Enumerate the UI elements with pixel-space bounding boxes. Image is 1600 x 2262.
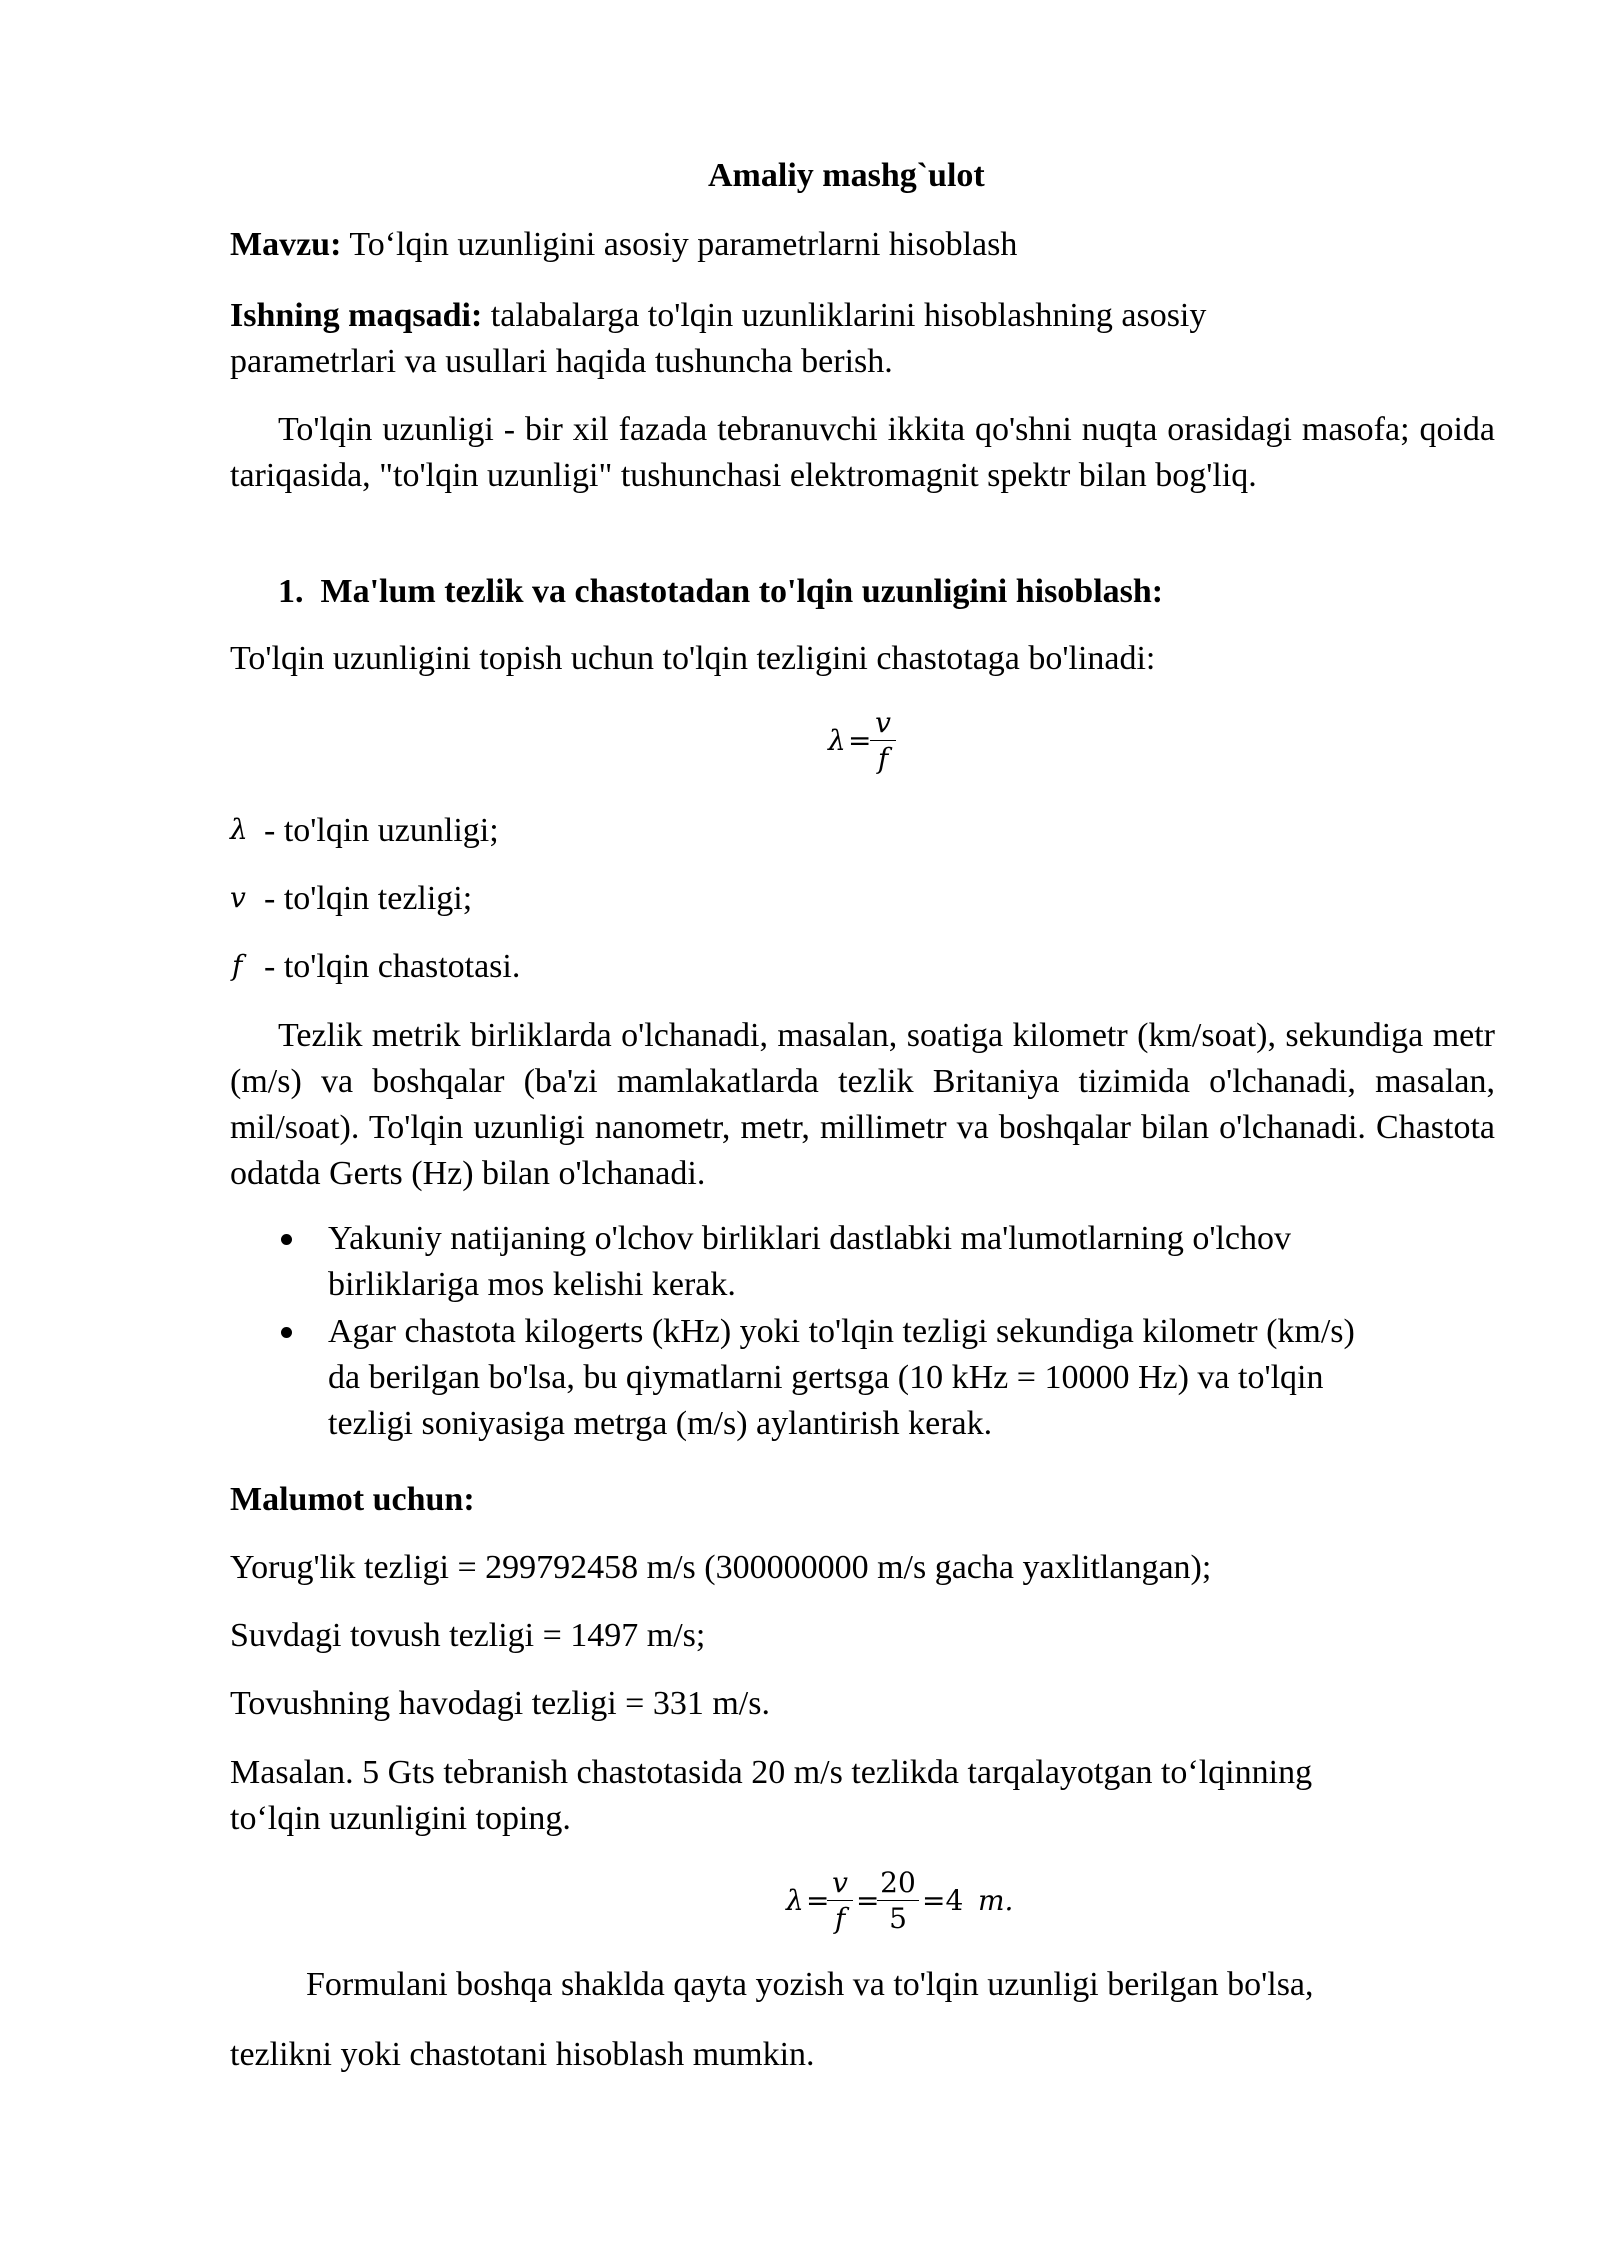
formula2-denominator-1: f — [834, 1902, 846, 1935]
bullet-icon — [281, 1327, 292, 1338]
formula1-numerator: v — [870, 706, 896, 741]
formula1-denominator: f — [877, 742, 889, 775]
closing-line-2: tezlikni yoki chastotani hisoblash mumkin. — [230, 2036, 815, 2073]
section-1-title: Ma'lum tezlik va chastotadan to'lqin uzunligini hisoblash: — [320, 573, 1164, 610]
formula2-equals: = — [806, 1884, 830, 1917]
formula2-fraction-1 — [827, 1866, 853, 1937]
units-paragraph: Tezlik metrik birliklarda o'lchanadi, masalan, soatiga kilometr (km/soat), sekundiga metr (m/s) va boshqalar (ba'zi mamlakatlarda tezlik Britaniya tizimida o'lchanadi, masalan, mil/soat). To'lqin uzunligi nanometr, metr, millimetr va boshqalar bilan o'lchanadi. Chastota odatda Gerts (Hz) bilan o'lchanadi. — [230, 1017, 1495, 1192]
formula1-lambda: λ — [828, 724, 846, 757]
reference-item: Tovushning havodagi tezligi = 331 m/s. — [230, 1685, 770, 1722]
goal-label: Ishning maqsadi: — [230, 297, 483, 334]
definition-text: - to'lqin chastotasi. — [264, 948, 521, 985]
closing-line-1: Formulani boshqa shaklda qayta yozish va to'lqin uzunligi berilgan bo'lsa, — [306, 1966, 1314, 2003]
topic-label: Mavzu: — [230, 226, 342, 263]
definition-symbol: f — [232, 949, 243, 982]
goal-text-1: talabalarga to'lqin uzunliklarini hisoblashning asosiy — [490, 297, 1207, 334]
bullet-2-line-3: tezligi soniyasiga metrga (m/s) aylantirish kerak. — [328, 1405, 993, 1442]
reference-heading: Malumot uchun: — [230, 1481, 475, 1518]
formula1-equals: = — [848, 724, 872, 757]
page-title: Amaliy mashg`ulot — [708, 157, 985, 194]
formula2-numerator-2: 20 — [877, 1866, 919, 1901]
goal-line-2: parametrlari va usullari haqida tushuncha berish. — [230, 343, 893, 380]
definition-symbol: λ — [230, 813, 248, 846]
definition-symbol: v — [230, 881, 246, 914]
reference-item: Suvdagi tovush tezligi = 1497 m/s; — [230, 1617, 706, 1654]
topic-text: To‘lqin uzunligini asosiy parametrlarni hisoblash — [349, 226, 1018, 263]
section-1-text: To'lqin uzunligini topish uchun to'lqin tezligini chastotaga bo'linadi: — [230, 640, 1156, 677]
formula2-result: =4 — [922, 1884, 964, 1917]
formula2-numerator-1: v — [827, 1866, 853, 1901]
section-1-number: 1. — [278, 573, 304, 610]
formula2-unit: m. — [978, 1884, 1014, 1917]
example-line-2: to‘lqin uzunligini toping. — [230, 1800, 571, 1837]
bullet-1-line-2: birliklariga mos kelishi kerak. — [328, 1266, 736, 1303]
definition-text: - to'lqin tezligi; — [264, 880, 473, 917]
example-line-1: Masalan. 5 Gts tebranish chastotasida 20 m/s tezlikda tarqalayotgan to‘lqinning — [230, 1754, 1313, 1791]
formula2-fraction-2 — [877, 1866, 919, 1937]
bullet-2-line-1: Agar chastota kilogerts (kHz) yoki to'lqin tezligi sekundiga kilometr (km/s) — [328, 1313, 1355, 1350]
section-1-heading — [278, 569, 1163, 615]
topic-line — [230, 222, 1017, 268]
goal-line-1 — [230, 293, 1206, 339]
reference-item: Yorug'lik tezligi = 299792458 m/s (300000000 m/s gacha yaxlitlangan); — [230, 1549, 1212, 1586]
formula2-denominator-2: 5 — [889, 1902, 907, 1935]
bullet-2-line-2: da berilgan bo'lsa, bu qiymatlarni gertsga (10 kHz = 10000 Hz) va to'lqin — [328, 1359, 1324, 1396]
bullet-icon — [281, 1234, 292, 1245]
intro-paragraph: To'lqin uzunligi - bir xil fazada tebranuvchi ikkita qo'shni nuqta orasidagi masofa; qoida tariqasida, "to'lqin uzunligi" tushunchasi elektromagnit spektr bilan bog'liq. — [230, 411, 1495, 494]
definition-text: - to'lqin uzunligi; — [264, 812, 499, 849]
formula2-lambda: λ — [786, 1884, 804, 1917]
formula2-equals-2: = — [856, 1884, 880, 1917]
formula1-fraction — [870, 706, 896, 777]
bullet-1-line-1: Yakuniy natijaning o'lchov birliklari dastlabki ma'lumotlarning o'lchov — [328, 1220, 1292, 1257]
